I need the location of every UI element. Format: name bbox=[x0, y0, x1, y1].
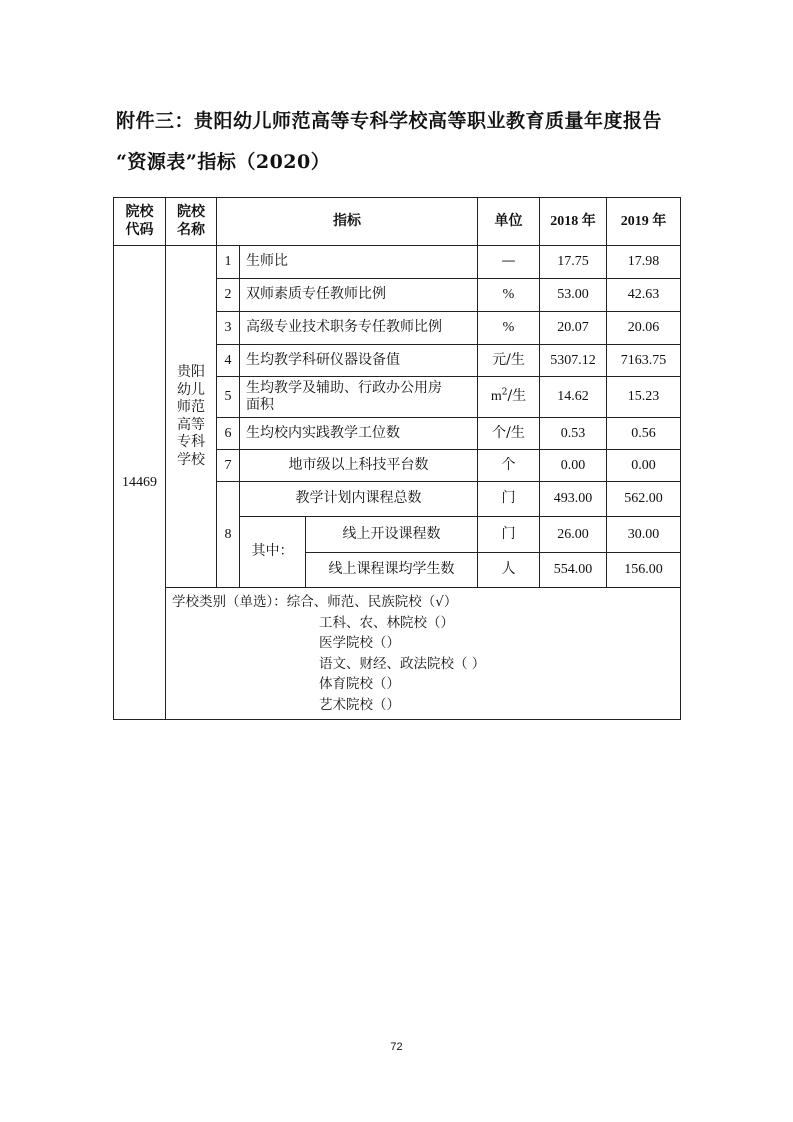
header-school-name bbox=[166, 198, 217, 246]
indicator-unit: 元/生 bbox=[478, 345, 540, 377]
unit-rest: /生 bbox=[507, 388, 527, 405]
category-line bbox=[172, 592, 674, 613]
school-name-part: 幼儿 bbox=[177, 381, 205, 398]
school-category-cell bbox=[166, 588, 681, 720]
value-2018: 554.00 bbox=[540, 553, 607, 588]
indicator-unit: 门 bbox=[478, 482, 540, 517]
indicator-unit: % bbox=[478, 312, 540, 345]
row-number: 3 bbox=[217, 312, 240, 345]
indicator-unit: 门 bbox=[478, 517, 540, 553]
indicator-unit bbox=[478, 377, 540, 418]
unit-superscript: 2 bbox=[501, 387, 508, 398]
value-2018: 0.53 bbox=[540, 418, 607, 450]
row-number: 8 bbox=[217, 482, 240, 588]
value-2019: 0.00 bbox=[607, 450, 681, 482]
value-2019: 17.98 bbox=[607, 246, 681, 279]
value-2018: 53.00 bbox=[540, 279, 607, 312]
value-2018: 17.75 bbox=[540, 246, 607, 279]
header-school-name-line1: 院校 bbox=[177, 204, 205, 220]
value-2018: 14.62 bbox=[540, 377, 607, 418]
row-number: 7 bbox=[217, 450, 240, 482]
header-unit: 单位 bbox=[478, 198, 540, 246]
page-number: 72 bbox=[390, 1041, 403, 1053]
value-2018: 20.07 bbox=[540, 312, 607, 345]
value-2018: 26.00 bbox=[540, 517, 607, 553]
value-2019: 42.63 bbox=[607, 279, 681, 312]
header-school-name-line2: 名称 bbox=[177, 221, 205, 238]
indicator-unit: % bbox=[478, 279, 540, 312]
category-option: 医学院校（） bbox=[319, 635, 400, 651]
value-2018: 5307.12 bbox=[540, 345, 607, 377]
indicator-unit: 个/生 bbox=[478, 418, 540, 450]
school-name-part: 专科 bbox=[177, 434, 205, 450]
row-number: 4 bbox=[217, 345, 240, 377]
category-option: 语文、财经、政法院校（ ） bbox=[319, 655, 486, 672]
report-title-line1: 附件三：贵阳幼儿师范高等专科学校高等职业教育质量年度报告 bbox=[116, 110, 663, 132]
indicator-name: 生均教学科研仪器设备值 bbox=[240, 345, 478, 377]
indicator-name: 高级专业技术职务专任教师比例 bbox=[240, 312, 478, 345]
category-option: 艺术院校（） bbox=[319, 696, 400, 713]
row-number: 1 bbox=[217, 246, 240, 279]
category-option: 工科、农、林院校（） bbox=[319, 614, 454, 631]
report-title-line2: “资源表”指标（2020） bbox=[116, 151, 331, 173]
row-number: 6 bbox=[217, 418, 240, 450]
indicator-name: 生师比 bbox=[240, 246, 478, 279]
value-2019: 30.00 bbox=[607, 517, 681, 553]
indicator-unit: 人 bbox=[478, 553, 540, 588]
value-2019: 7163.75 bbox=[607, 345, 681, 377]
school-name-part: 师范 bbox=[177, 399, 205, 415]
header-school-code-line1: 院校 bbox=[125, 204, 154, 220]
indicator-unit: — bbox=[478, 246, 540, 279]
value-2018: 493.00 bbox=[540, 482, 607, 517]
row-number: 5 bbox=[217, 377, 240, 418]
unit-base: m bbox=[490, 389, 502, 405]
category-label: 学校类别（单选）： bbox=[172, 594, 287, 610]
indicator-name-line2: 面积 bbox=[246, 397, 274, 413]
header-year-2018: 2018 年 bbox=[540, 198, 607, 246]
category-option: 体育院校（） bbox=[319, 676, 400, 692]
category-row bbox=[114, 588, 681, 720]
header-school-code-line2: 代码 bbox=[125, 221, 154, 238]
indicator-name bbox=[240, 377, 478, 418]
indicator-name-line1: 生均教学及辅助、行政办公用房 bbox=[246, 379, 442, 396]
school-name-part: 高等 bbox=[177, 416, 205, 433]
school-name-part: 贵阳 bbox=[177, 364, 205, 380]
indicator-unit: 个 bbox=[478, 450, 540, 482]
value-2019: 15.23 bbox=[607, 377, 681, 418]
row-number: 2 bbox=[217, 279, 240, 312]
value-2019: 156.00 bbox=[607, 553, 681, 588]
value-2019: 562.00 bbox=[607, 482, 681, 517]
school-name-part: 学校 bbox=[177, 451, 205, 468]
indicator-name: 线上课程课均学生数 bbox=[306, 553, 478, 588]
header-indicator: 指标 bbox=[217, 198, 478, 246]
category-option: 综合、师范、民族院校（√） bbox=[286, 594, 458, 610]
header-school-code bbox=[114, 198, 166, 246]
indicator-name: 线上开设课程数 bbox=[306, 517, 478, 553]
value-2019: 20.06 bbox=[607, 312, 681, 345]
indicator-name: 地市级以上科技平台数 bbox=[240, 450, 478, 482]
value-2019: 0.56 bbox=[607, 418, 681, 450]
table-header-row bbox=[114, 198, 681, 246]
indicator-name: 教学计划内课程总数 bbox=[240, 482, 478, 517]
indicator-name: 生均校内实践教学工位数 bbox=[240, 418, 478, 450]
sub-label: 其中： bbox=[240, 517, 306, 588]
table-row bbox=[114, 246, 681, 279]
resource-table bbox=[113, 197, 681, 720]
indicator-name: 双师素质专任教师比例 bbox=[240, 279, 478, 312]
school-code-cell: 14469 bbox=[114, 246, 166, 720]
header-year-2019: 2019 年 bbox=[607, 198, 681, 246]
value-2018: 0.00 bbox=[540, 450, 607, 482]
school-name-cell bbox=[166, 246, 217, 588]
